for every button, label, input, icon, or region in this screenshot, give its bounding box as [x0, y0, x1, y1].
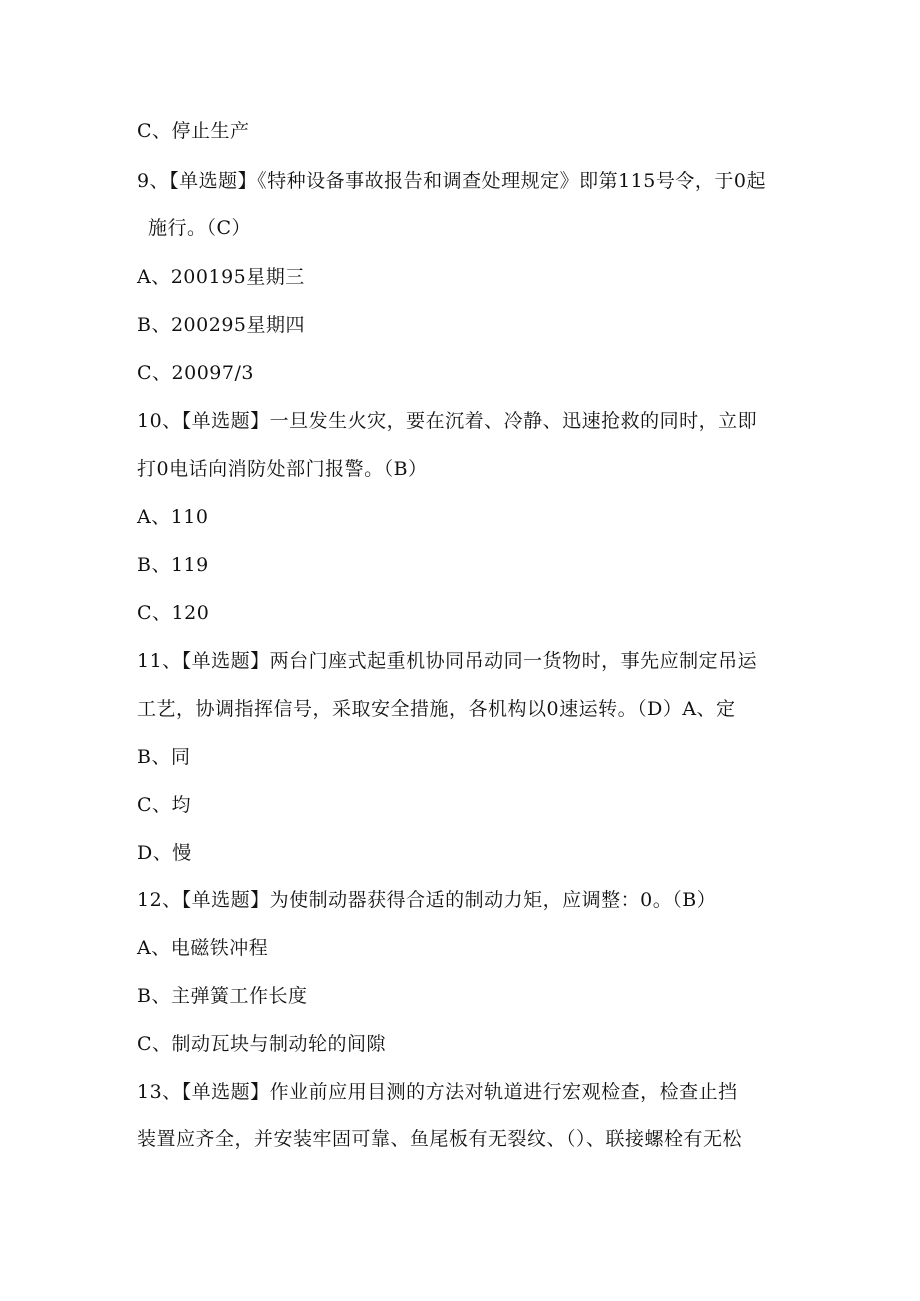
q9-question-line-1: 9、【单选题】《特种设备事故报告和调查处理规定》即第115号令，于0起: [137, 170, 766, 192]
q13-question-line-1: 13、【单选题】作业前应用目测的方法对轨道进行宏观检查，检查止挡: [137, 1081, 738, 1103]
q9-option-c: C、20097/3: [137, 362, 254, 384]
q13-question-line-2: 装置应齐全，并安装牢固可靠、鱼尾板有无裂纹、（）、联接螺栓有无松: [137, 1128, 743, 1150]
q12-option-b: B、主弹簧工作长度: [137, 985, 308, 1007]
q9-option-a: A、200195星期三: [137, 266, 305, 288]
q11-question-line-1: 11、【单选题】两台门座式起重机协同吊动同一货物时，事先应制定吊运: [137, 650, 758, 672]
q11-question-line-2: 工艺，协调指挥信号，采取安全措施，各机构以0速运转。（D）A、定: [137, 698, 736, 720]
q10-option-b: B、119: [137, 554, 209, 576]
q9-question-line-2: 施行。（C）: [148, 217, 252, 239]
q9-option-b: B、200295星期四: [137, 314, 305, 336]
q8-option-c: C、停止生产: [137, 120, 250, 142]
q10-question-line-2: 打0电话向消防处部门报警。（B）: [137, 458, 428, 480]
q10-option-a: A、110: [137, 506, 209, 528]
q12-option-c: C、制动瓦块与制动轮的间隙: [137, 1033, 387, 1055]
q10-option-c: C、120: [137, 602, 210, 624]
q12-question-line-1: 12、【单选题】为使制动器获得合适的制动力矩，应调整：0。（B）: [137, 889, 717, 911]
q11-option-b: B、同: [137, 746, 191, 768]
q11-option-c: C、均: [137, 794, 192, 816]
q12-option-a: A、电磁铁冲程: [137, 937, 269, 959]
q11-option-d: D、慢: [137, 842, 192, 864]
q10-question-line-1: 10、【单选题】一旦发生火灾，要在沉着、冷静、迅速抢救的同时，立即: [137, 410, 758, 432]
